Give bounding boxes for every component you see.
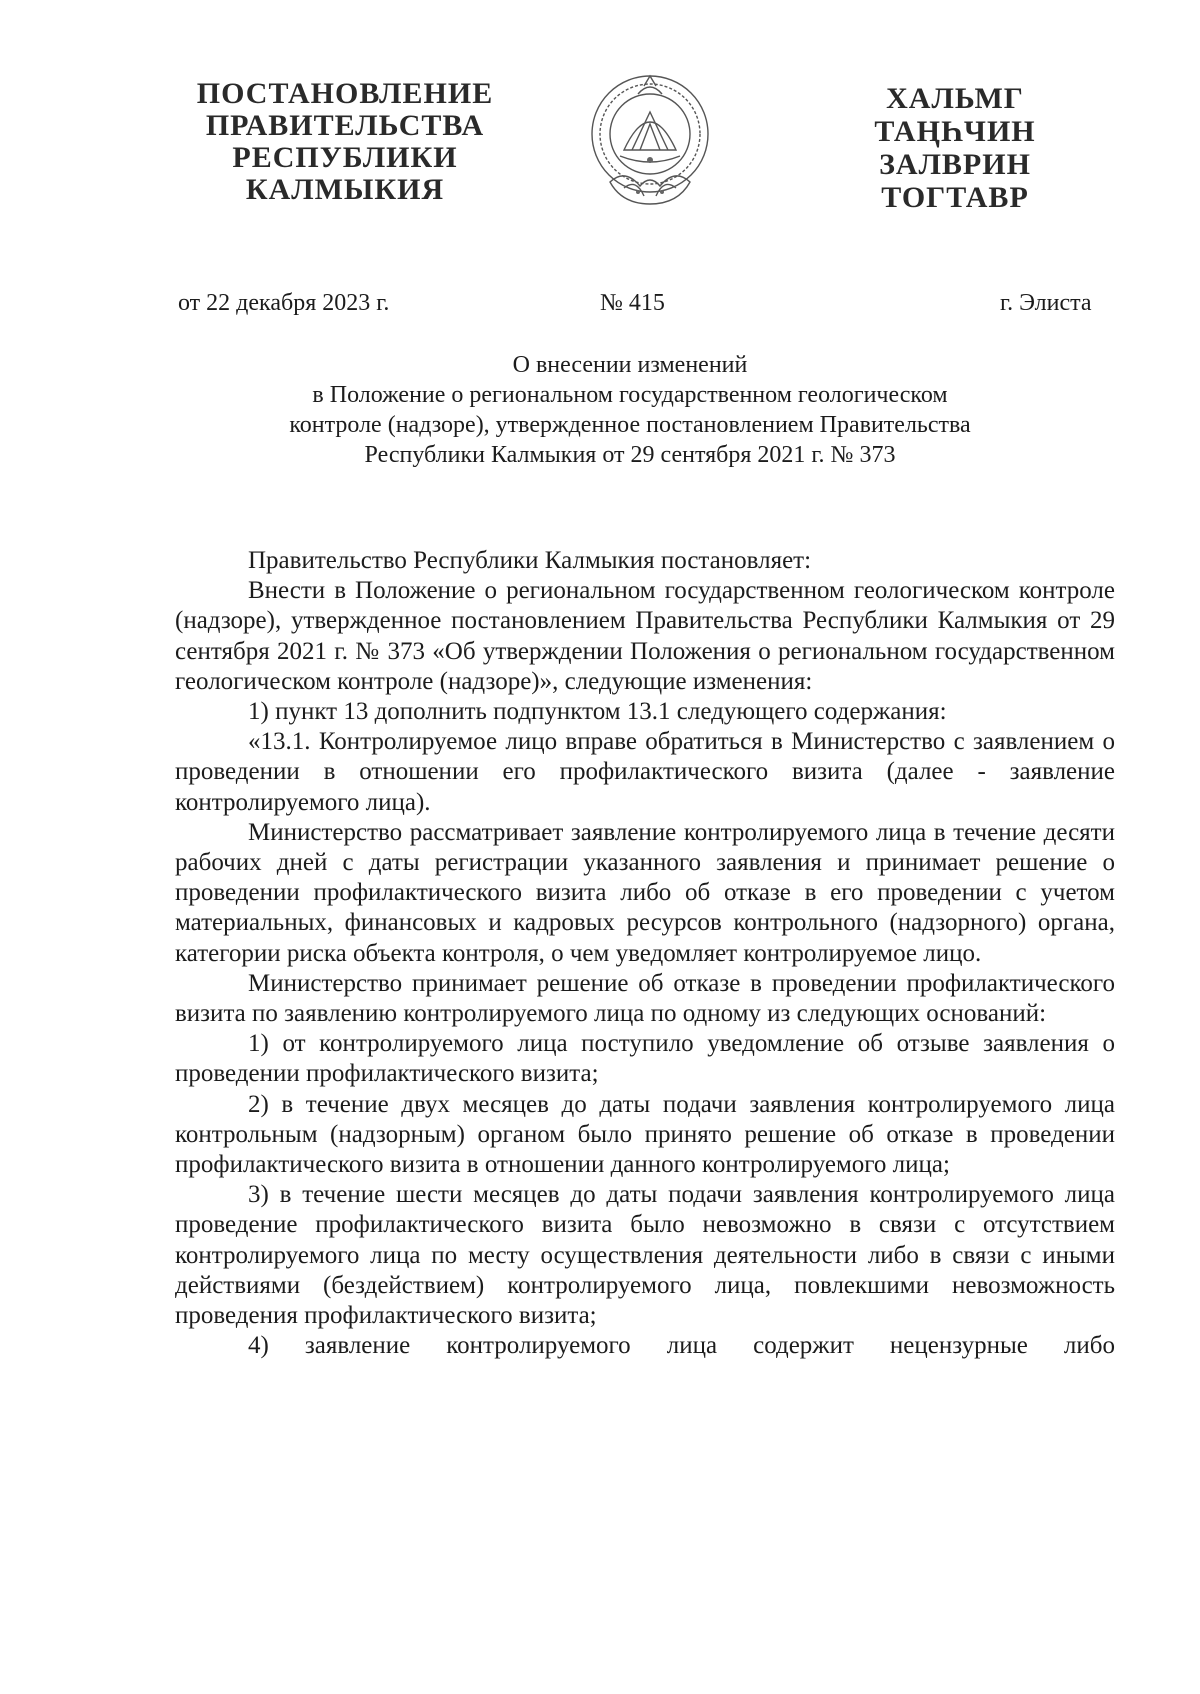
header-right-line: ЗАЛВРИН xyxy=(879,148,1031,181)
header-right-line: ХАЛЬМГ xyxy=(886,82,1024,115)
body-paragraph: 4) заявление контролируемого лица содержит нецензурные либо xyxy=(248,1332,1115,1360)
body-paragraph: Внести в Положение о региональном государственном геологическом контроле (надзоре), утвержденное постановлением Правительства Республики Калмыкия от 29 сентября 2021 г. № 373 «Об утверждении Положения о региональном государственном геологическом контроле (надзоре)», следующие изменения: xyxy=(175,577,1115,695)
body-paragraph: Министерство принимает решение об отказе в проведении профилактического визита по заявлению контролируемого лица по одному из следующих оснований: xyxy=(175,969,1115,1028)
body-paragraph: 3) в течение шести месяцев до даты подачи заявления контролируемого лица проведение профилактического визита было невозможно в связи с отсутствием контролируемого лица по месту осуществления деятельности либо в связи с иными действиями (бездействием) контролируемого лица, повлекшими невозможность проведения профилактического визита; xyxy=(175,1181,1115,1330)
header-left-line: РЕСПУБЛИКИ xyxy=(232,141,458,174)
body-paragraph: 1) от контролируемого лица поступило уведомление об отзыве заявления о проведении профилактического визита; xyxy=(175,1030,1115,1088)
title-line: О внесении изменений xyxy=(512,352,748,378)
title-line: Республики Калмыкия от 29 сентября 2021 г. № 373 xyxy=(364,442,896,468)
body-paragraph: Правительство Республики Калмыкия постановляет: xyxy=(248,547,812,574)
coat-of-arms-icon xyxy=(580,64,720,224)
body-paragraph: Министерство рассматривает заявление контролируемого лица в течение десяти рабочих дней с даты регистрации указанного заявления и принимает решение о проведении профилактического визита либо об отказе в его проведении с учетом материальных, финансовых и кадровых ресурсов контрольного (надзорного) органа, категории риска объекта контроля, о чем уведомляет контролируемое лицо. xyxy=(175,818,1115,967)
header-russian-title xyxy=(170,78,520,206)
title-line: контроле (надзоре), утвержденное постановлением Правительства xyxy=(289,412,971,438)
decree-body xyxy=(175,546,1115,1361)
body-paragraph: 1) пункт 13 дополнить подпунктом 13.1 следующего содержания: xyxy=(248,698,947,726)
decree-number: № 415 xyxy=(600,290,665,316)
header-left-line: КАЛМЫКИЯ xyxy=(245,173,445,206)
header-left-line: ПОСТАНОВЛЕНИЕ xyxy=(196,77,494,110)
header-right-line: ТОГТАВР xyxy=(881,181,1029,214)
title-line: в Положение о региональном государственном геологическом xyxy=(312,382,948,408)
decree-date: от 22 декабря 2023 г. xyxy=(178,290,390,316)
body-paragraph: «13.1. Контролируемое лицо вправе обратиться в Министерство с заявлением о проведении в отношении его профилактического визита (далее - заявление контролируемого лица). xyxy=(175,728,1115,816)
header-kalmyk-title xyxy=(855,82,1055,214)
decree-title xyxy=(200,350,1060,470)
header-left-line: ПРАВИТЕЛЬСТВА xyxy=(205,109,485,142)
body-paragraph: 2) в течение двух месяцев до даты подачи заявления контролируемого лица контрольным (надзорным) органом было принято решение об отказе в проведении профилактического визита в отношении данного контролируемого лица; xyxy=(175,1090,1115,1179)
header-right-line: ТАҢҺЧИН xyxy=(874,115,1036,148)
decree-city: г. Элиста xyxy=(1000,290,1092,316)
